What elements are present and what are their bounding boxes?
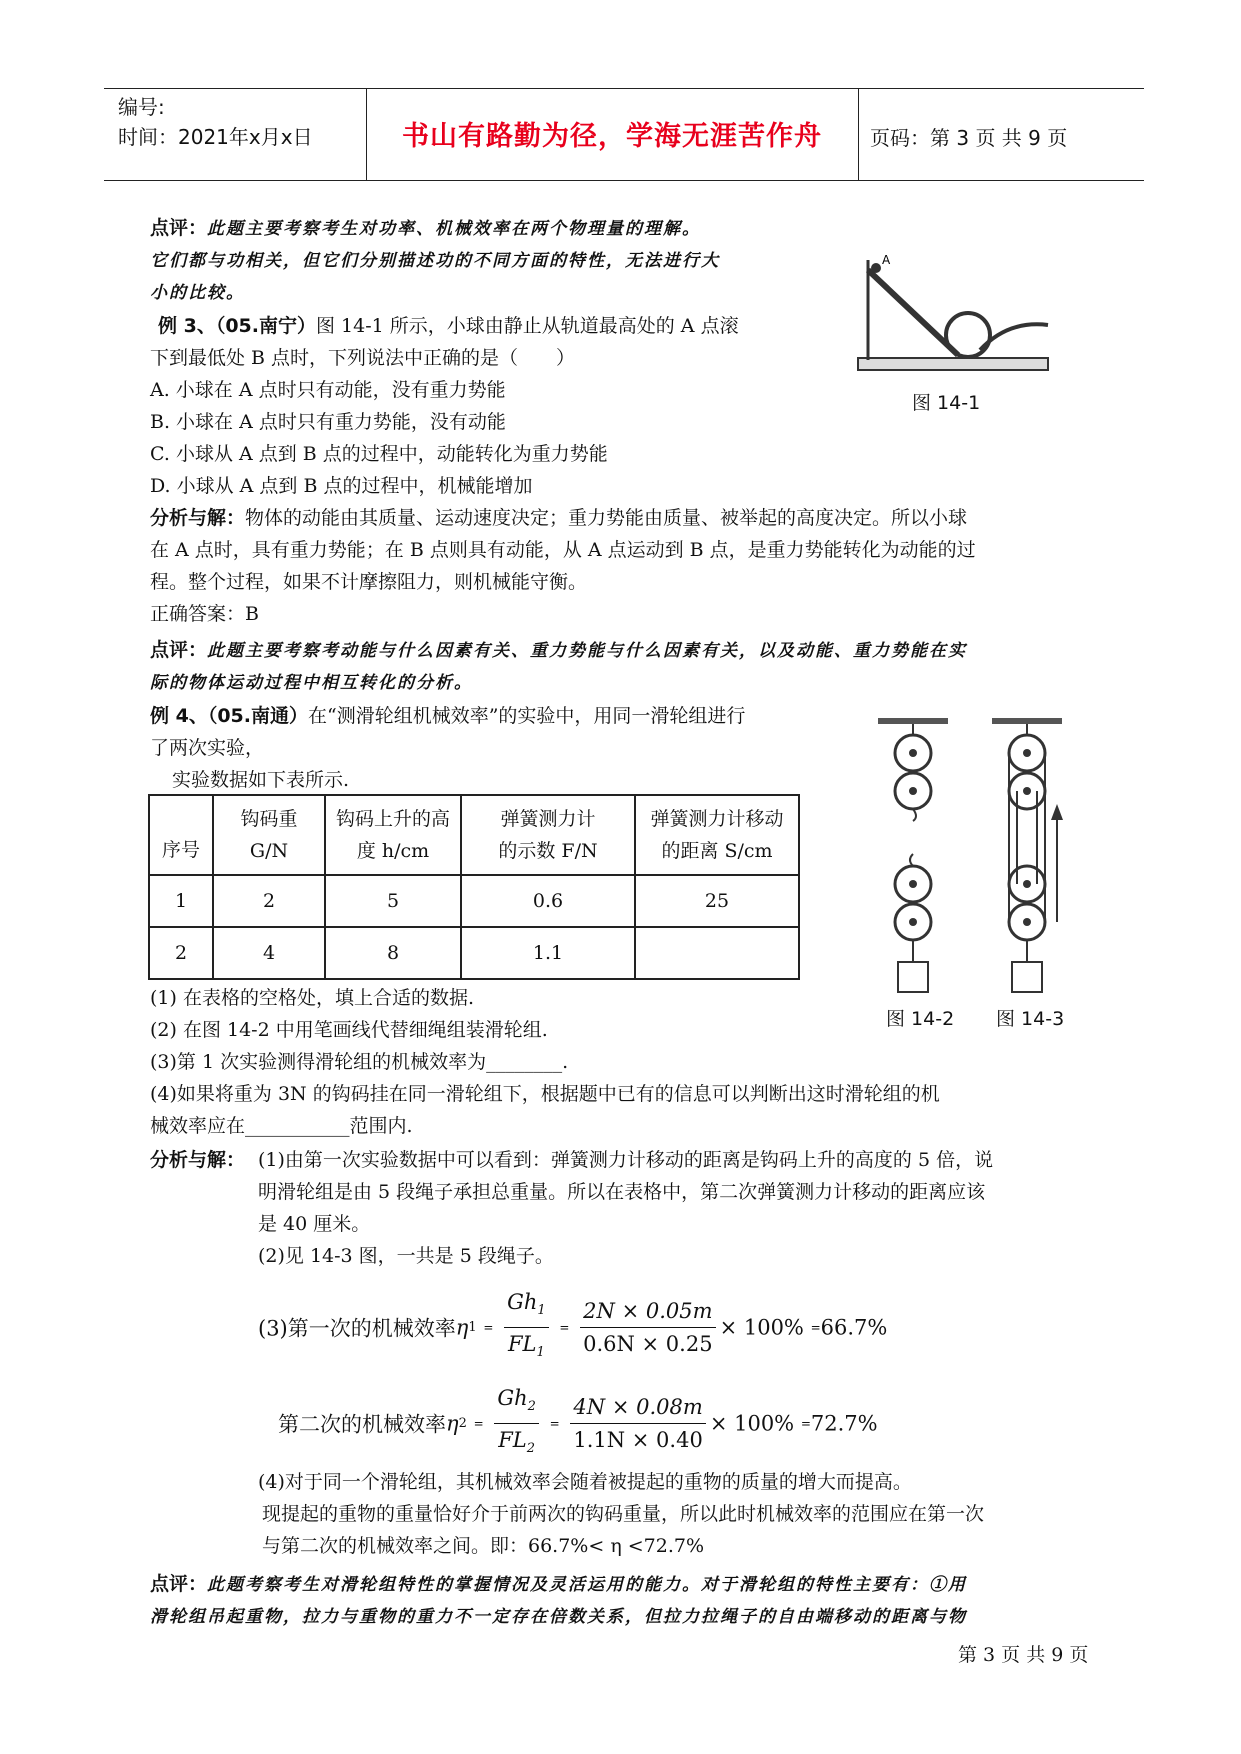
- analysis-text: (1)由第一次实验数据中可以看到：弹簧测力计移动的距离是钩码上升的高度的 5 倍，说: [258, 1149, 994, 1171]
- equation-prefix: 第二次的机械效率: [278, 1412, 446, 1437]
- time-label: 时间：2021年x月x日: [118, 125, 313, 149]
- value-fraction: $\frac{4N \times 0.08m}{1.1N \times 0.40}$: [570, 1391, 705, 1456]
- header-top-rule: [104, 88, 1144, 89]
- question-4: 械效率应在___________范围内.: [150, 1115, 413, 1137]
- analysis-4-label: [150, 1144, 245, 1176]
- option-b: B. 小球在 A 点时只有重力势能，没有动能: [150, 411, 506, 433]
- comment-text: 此题主要考察考生对功率、机械效率在两个物理量的理解。: [207, 219, 702, 239]
- eta-symbol: η: [455, 1315, 469, 1340]
- formula-fraction: $\frac{Gh_2}{FL_2}$: [494, 1382, 539, 1465]
- analysis-text: 在 A 点时，具有重力势能；在 B 点则具有动能，从 A 点运动到 B 点，是重力势能转化为动能的过: [150, 539, 976, 561]
- equation-tail: × 100%: [709, 1411, 795, 1436]
- figure-14-3-pulleys: [982, 716, 1082, 1006]
- analysis-text: 现提起的重物的重量恰好介于前两次的钩码重量，所以此时机械效率的范围应在第一次: [262, 1503, 985, 1525]
- table-header-cell: 弹簧测力计移动 的距离 S/cm: [635, 795, 799, 875]
- header-left: [118, 92, 313, 152]
- comment-text: 此题主要考察考动能与什么因素有关、重力势能与什么因素有关，以及动能、重力势能在实: [207, 641, 968, 661]
- table-header-row: [149, 795, 799, 875]
- equation-tail: × 100%: [719, 1315, 804, 1340]
- equation-prefix: (3)第一次的机械效率: [258, 1316, 456, 1341]
- example-title: 例 4、（05.南通）: [150, 705, 308, 727]
- figure-14-1-track: [848, 250, 1058, 400]
- equation-2: [278, 1382, 878, 1465]
- equals-sign: =: [810, 1320, 821, 1335]
- comment-text: 它们都与功相关，但它们分别描述功的不同方面的特性，无法进行大: [150, 251, 720, 271]
- analysis-text: (2)见 14-3 图，一共是 5 段绳子。: [258, 1245, 554, 1267]
- option-d: D. 小球从 A 点到 B 点的过程中，机械能增加: [150, 475, 533, 497]
- table-cell: [635, 927, 799, 979]
- serial-label: 编号:: [118, 95, 165, 119]
- header-divider-right: [858, 88, 859, 181]
- equals-sign: =: [549, 1416, 560, 1431]
- header-divider-left: [366, 88, 367, 181]
- example-3: [150, 310, 870, 502]
- analysis-text: 物体的动能由其质量、运动速度决定；重力势能由质量、被举起的高度决定。所以小球: [245, 507, 968, 529]
- table-cell: 25: [635, 875, 799, 927]
- figure-14-3-caption: 图 14-3: [996, 1008, 1065, 1030]
- table-row: [149, 927, 799, 979]
- table-cell: 5: [325, 875, 461, 927]
- equation-result: 72.7%: [810, 1411, 878, 1436]
- question-3: (3)第 1 次实验测得滑轮组的机械效率为________.: [150, 1051, 569, 1073]
- comment-text: 际的物体运动过程中相互转化的分析。: [150, 673, 473, 693]
- example-stem: 了两次实验，: [150, 737, 265, 759]
- option-c: C. 小球从 A 点到 B 点的过程中，动能转化为重力势能: [150, 443, 608, 465]
- experiment-table: [148, 794, 800, 980]
- example-stem: 实验数据如下表所示.: [172, 769, 350, 791]
- eta-symbol: η: [446, 1411, 459, 1436]
- comment-2: [150, 634, 1110, 699]
- header-motto: 书山有路勤为径，学海无涯苦作舟: [402, 121, 822, 152]
- table-header-cell: 钩码重 G/N: [213, 795, 325, 875]
- analysis-label: 分析与解：: [150, 1149, 246, 1171]
- header-bottom-rule: [104, 180, 1144, 181]
- table-cell: 2: [213, 875, 325, 927]
- table-cell: 4: [213, 927, 325, 979]
- analysis-4: [258, 1144, 1108, 1272]
- formula-fraction: $\frac{Gh_1}{FL_1}$: [504, 1286, 549, 1369]
- question-2: (2) 在图 14-2 中用笔画线代替细绳组装滑轮组.: [150, 1019, 548, 1041]
- table-cell: 2: [149, 927, 213, 979]
- analysis-text: 明滑轮组是由 5 段绳子承担总重量。所以在表格中，第二次弹簧测力计移动的距离应该: [258, 1181, 986, 1203]
- table-cell: 1: [149, 875, 213, 927]
- table-header-cell: 弹簧测力计 的示数 F/N: [461, 795, 635, 875]
- table-header-cell: 钩码上升的高 度 h/cm: [325, 795, 461, 875]
- figure-14-2-pulleys: [868, 716, 968, 1006]
- analysis-text: 程。整个过程，如果不计摩擦阻力，则机械能守衡。: [150, 571, 588, 593]
- footer-page-number: 第 3 页 共 9 页: [958, 1644, 1089, 1666]
- equals-sign: =: [473, 1416, 484, 1431]
- equation-1: [258, 1286, 887, 1369]
- comment-3: [150, 1568, 1110, 1633]
- equals-sign: =: [483, 1320, 494, 1335]
- header-page-label: 页码：第 3 页 共 9 页: [870, 126, 1068, 150]
- comment-1: [150, 212, 820, 309]
- eta-subscript: 2: [458, 1416, 467, 1432]
- table-row: [149, 875, 799, 927]
- svg-text:A: A: [882, 253, 891, 267]
- comment-text: 滑轮组吊起重物，拉力与重物的重力不一定存在倍数关系，但拉力拉绳子的自由端移动的距离与物: [150, 1607, 967, 1627]
- example-stem: 下到最低处 B 点时，下列说法中正确的是（ ）: [150, 347, 576, 369]
- analysis-text: 是 40 厘米。: [258, 1213, 371, 1235]
- equation-result: 66.7%: [820, 1315, 888, 1340]
- comment-label: 点评：: [150, 217, 208, 239]
- question-1: (1) 在表格的空格处，填上合适的数据.: [150, 987, 474, 1009]
- analysis-text: 与第二次的机械效率之间。即：66.7%< η <72.7%: [262, 1535, 705, 1557]
- example-4: [150, 700, 870, 796]
- analysis-3: [150, 502, 1100, 630]
- comment-label: 点评：: [150, 639, 208, 661]
- figure-14-2-caption: 图 14-2: [886, 1008, 955, 1030]
- option-a: A. 小球在 A 点时只有动能，没有重力势能: [150, 379, 506, 401]
- correct-answer: 正确答案：B: [150, 603, 259, 625]
- eta-subscript: 1: [468, 1320, 477, 1336]
- example-title: 例 3、（05.南宁）: [158, 315, 316, 337]
- analysis-label: 分析与解：: [150, 507, 246, 529]
- figure-14-1-caption: 图 14-1: [912, 392, 981, 414]
- table-cell: 8: [325, 927, 461, 979]
- value-fraction: $\frac{2N \times 0.05m}{0.6N \times 0.25}$: [580, 1295, 715, 1360]
- table-cell: 0.6: [461, 875, 635, 927]
- example-4-questions: [150, 982, 1110, 1142]
- analysis-text: (4)对于同一个滑轮组，其机械效率会随着被提起的重物的质量的增大而提高。: [258, 1471, 912, 1493]
- equals-sign: =: [800, 1416, 811, 1431]
- example-stem: 图 14-1 所示，小球由静止从轨道最高处的 A 点滚: [316, 315, 739, 337]
- comment-text: 小的比较。: [150, 283, 245, 303]
- table-header-cell: 序号: [149, 795, 213, 875]
- table-cell: 1.1: [461, 927, 635, 979]
- equals-sign: =: [559, 1320, 570, 1335]
- question-4: (4)如果将重为 3N 的钩码挂在同一滑轮组下，根据题中已有的信息可以判断出这时滑轮组的机: [150, 1083, 940, 1105]
- analysis-4-part4: [258, 1466, 1108, 1562]
- comment-text: 此题考察考生对滑轮组特性的掌握情况及灵活运用的能力。对于滑轮组的特性主要有：①用: [207, 1575, 968, 1595]
- example-stem: 在“测滑轮组机械效率”的实验中，用同一滑轮组进行: [308, 705, 746, 727]
- comment-label: 点评：: [150, 1573, 208, 1595]
